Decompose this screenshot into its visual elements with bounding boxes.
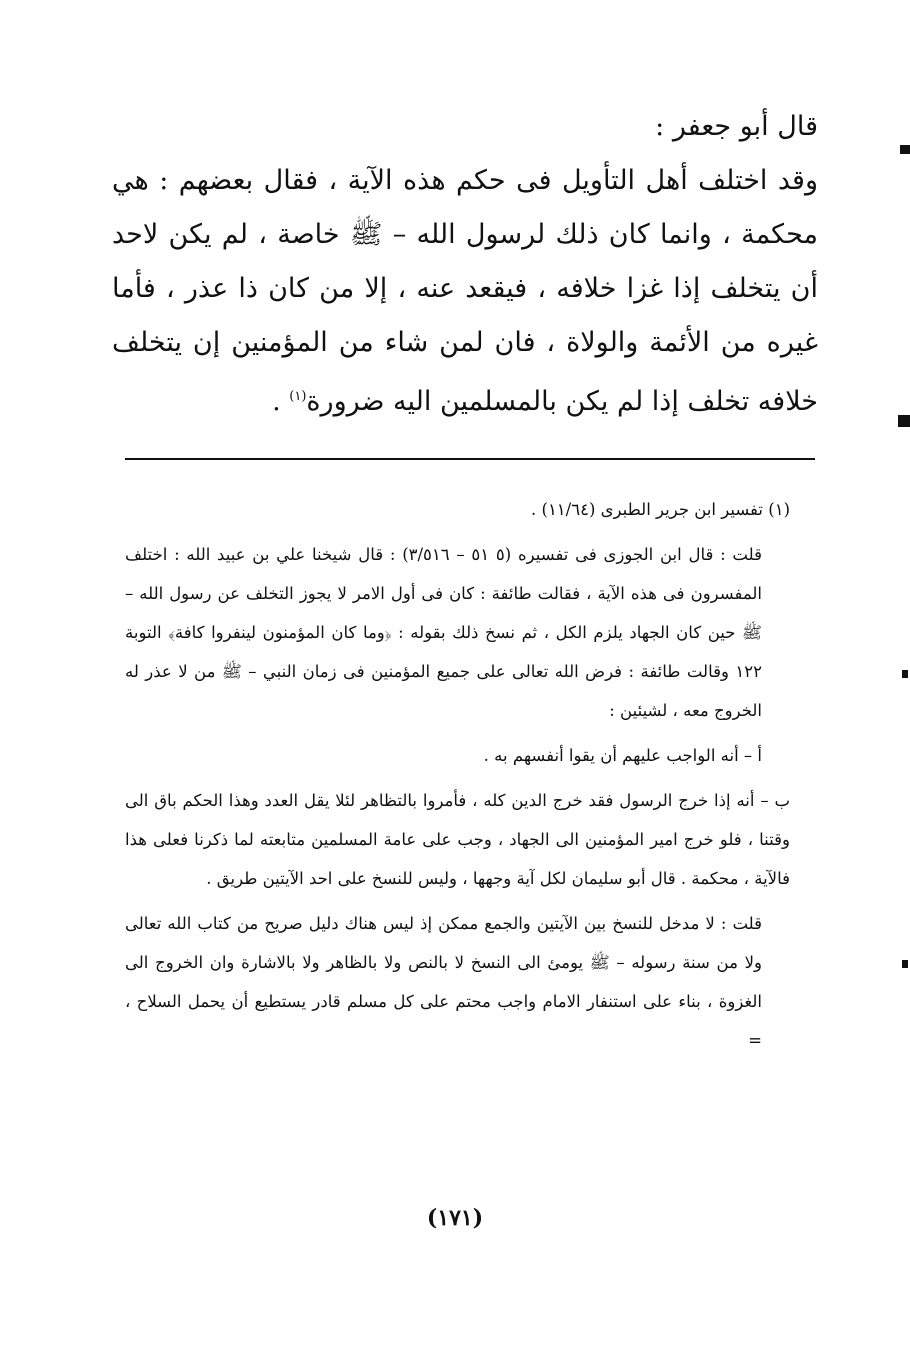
footnote-reference-1: (١) تفسير ابن جرير الطبرى (١١/٦٤) .	[531, 500, 790, 519]
scan-edge-mark	[900, 145, 910, 154]
footnote-paragraph-2: قلت : لا مدخل للنسخ بين الآيتين والجمع ممكن إذ ليس هناك دليل صريح من كتاب الله تعالى ولا من سنة رسوله – ﷺ يومئ الى النسخ لا بالنص ولا بالظاهر ولا بالاشارة وان الخروج الى الغزوة ، بناء على استنفار الامام واجب محتم على كل مسلم قادر يستطيع أن يحمل السلاح ، =	[125, 914, 762, 1050]
footnote-item-a: أ – أنه الواجب عليهم أن يقوا أنفسهم به .	[483, 746, 762, 765]
speaker-heading: قال أبو جعفر :	[655, 111, 818, 142]
footnote-divider	[125, 458, 815, 460]
scan-edge-mark	[902, 670, 908, 678]
scan-edge-mark	[898, 415, 910, 427]
main-text-block	[112, 100, 818, 429]
footnote-marker: (١)	[289, 389, 307, 404]
footnote-item-b: ب – أنه إذا خرج الرسول فقد خرج الدين كله ، فأمروا بالتظاهر لئلا يقل العدد وهذا الحكم باق الى وقتنا ، فلو خرج امير المؤمنين الى الجهاد ، وجب على عامة المسلمين متابعته لما ذكرنا فعلى هذا فالآية ، محكمة . قال أبو سليمان لكل آية وجهها ، وليس للنسخ على احد الآيتين طريق .	[125, 791, 790, 888]
footnote-paragraph-1: قلت : قال ابن الجوزى فى تفسيره (٥ ٥١ – ٣/٥١٦) : قال شيخنا علي بن عبيد الله : اختلف المفسرون فى هذه الآية ، فقالت طائفة : كان فى أول الامر لا يجوز التخلف عن رسول الله – ﷺ حين كان الجهاد يلزم الكل ، ثم نسخ ذلك بقوله : ﴿وما كان المؤمنون لينفروا كافة﴾ التوبة ١٢٢ وقالت طائفة : فرض الله تعالى على جميع المؤمنين فى زمان النبي – ﷺ من لا عذر له الخروج معه ، لشيئين :	[125, 545, 762, 720]
main-paragraph	[112, 154, 818, 429]
page-number: (١٧١)	[426, 1205, 484, 1231]
main-paragraph-end: .	[272, 386, 290, 417]
main-paragraph-text: وقد اختلف أهل التأويل فى حكم هذه الآية ، فقال بعضهم : هي محكمة ، وانما كان ذلك لرسول الله – ﷺ خاصة ، لم يكن لاحد أن يتخلف إذا غزا خلافه ، فيقعد عنه ، إلا من كان ذا عذر ، فأما غيره من الأئمة والولاة ، فان لمن شاء من المؤمنين إن يتخلف خلافه تخلف إذا لم يكن بالمسلمين اليه ضرورة	[112, 165, 818, 417]
footnotes-block	[125, 490, 790, 1066]
scan-edge-mark	[902, 960, 908, 968]
